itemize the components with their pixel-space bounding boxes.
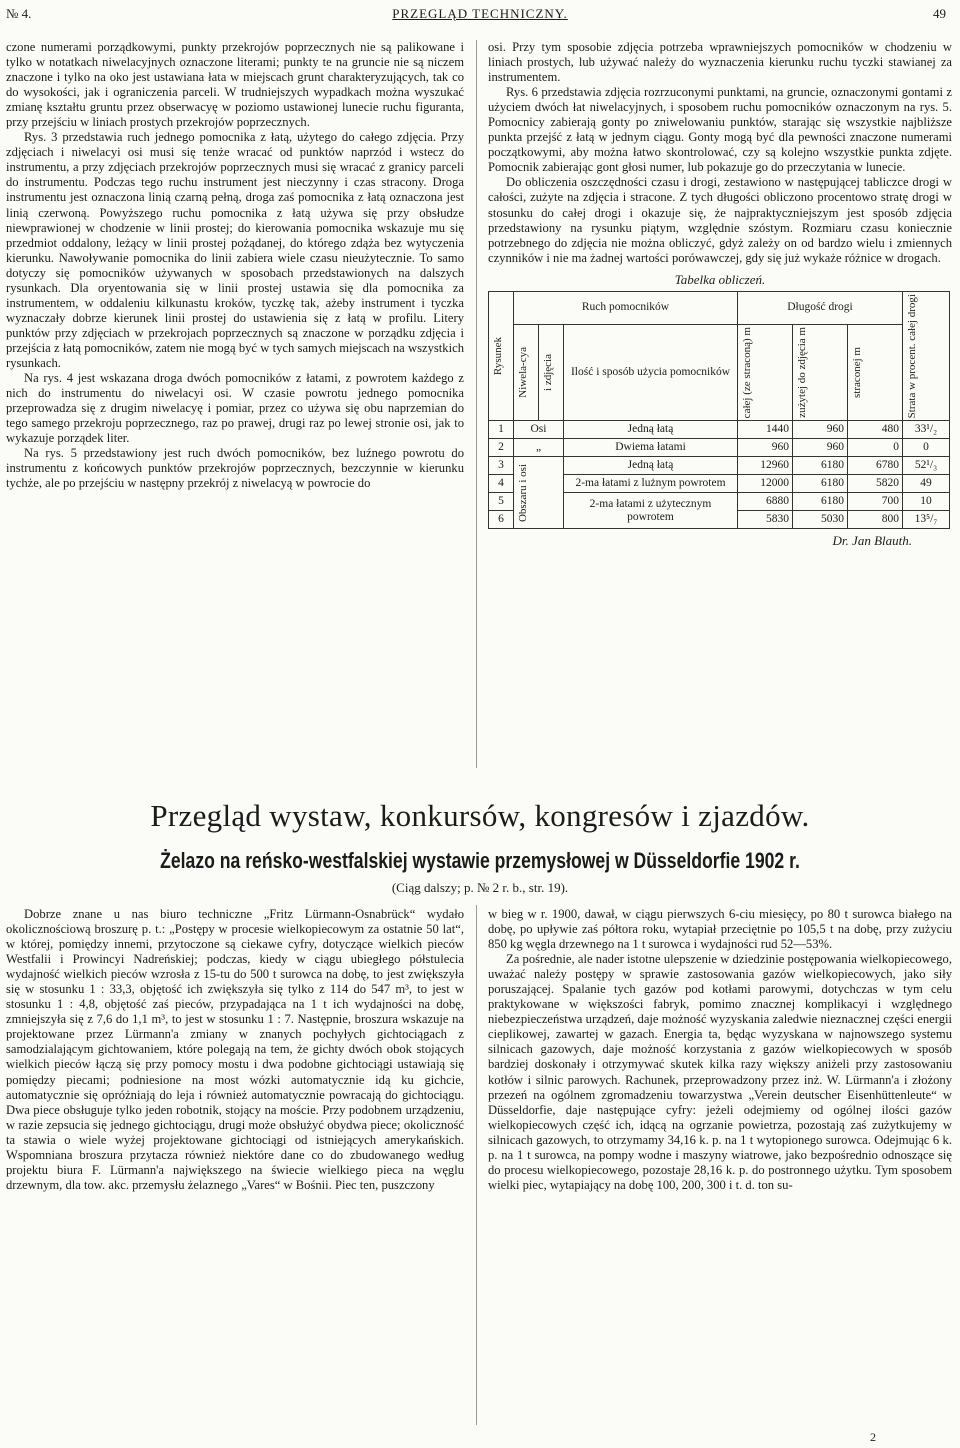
table-row: 1 Osi Jedną łatą 1440 960 480 33¹/₂: [489, 421, 950, 439]
table-caption: Tabelka obliczeń.: [674, 271, 766, 287]
column-divider: [476, 905, 477, 1425]
paragraph: czone numerami porządkowymi, punkty przekrojów poprzecznych nie są palikowane i tylko w notatkach niwelacyjnych oznaczone literami; punkty te na gruncie nie są niczem znaczone i tylko na oko jest ustawiana łata w miejscach grunt charakteryzujących, tak co do wysokości, jak i ograniczenia parceli. W trudniejszych wypadkach można wyszukać zmianę kształtu gruntu przez obserwacyę w poziomo ustawionej lunecie ruchu figuranta, przy przejściu w liniach prostych przekrojów poprzecznych.: [6, 40, 464, 130]
table-row: 4 2-ma łatami z lużnym powrotem 12000 6180 5820 49: [489, 475, 950, 493]
header-rysunek: Rysunek: [489, 291, 514, 420]
paragraph: Rys. 3 przedstawia ruch jednego pomocnika z łatą, użytego do całego zdjęcia. Przy zdjęciach i niwelacyi osi musi się tenże wracać od punktów naprzód i wstecz do instrumentu, a przy zdjęciach przekrojów poprzecznych musi się wracać z granicy parceli do instrumentu. Podczas tego ruchu instrument jest nieczynny i czas stracony. Droga instrumentu jest oznaczona linią czarną pełną, droga zaś pomocnika z łatą oznaczona jest linią czerwoną. Powyższego ruchu pomocnika z łatą używa się przy obsłudze niewprawionej w chodzenie w linii prostej; do kierowania pomocnika wskazuje mu się przedmiot oddalony, leżący w linii prostej pożądanej, do którego zdąża bez wytyczenia kierunku. Nawoływanie pomocnika do linii zabiera wiele czasu nieużytecznie. To samo dotyczy się pomocników używanych w sposobach przedstawionych na dalszych rysunkach. Dla oryentowania się w linii prostej ustawia się dla pomocnika za instrumentem, w oddaleniu kilkunastu kroków, tyczkę tak, ażeby instrument i tyczka wyznaczały dobrze kierunek linii prostej do ustawienia się z łatą w profilu. Litery punktów przy zdjęciach w przekrojach poprzecznych są znaczone w porządku zdjęcia i przejścia z łatą pomocników, zatem nie mogą być w tych samych miejscach na wszystkich rysunkach.: [6, 130, 464, 370]
page-header: [0, 4, 960, 24]
header-ilosc: Ilość i sposób użycia pomocników: [564, 324, 738, 420]
paragraph: Na rys. 4 jest wskazana droga dwóch pomocników z łatami, z powrotem każdego z nich do instrumentu do niwelacyi osi. W czasie powrotu jednego pomocnika przeprowadza się z drugim niwelacyę i pomiar, przez co używa się obu naprzemian do tego samego przekroju poprzecznego, raz po prawej, drugi raz po lewej stronie osi, jak to wykazuje porządek liter.: [6, 371, 464, 446]
signature-mark: 2: [870, 1430, 876, 1444]
paragraph: Dobrze znane u nas biuro techniczne „Fritz Lürmann-Osnabrück“ wydało okolicznościową broszurę p. t.: „Postępy w procesie wielkopiecowym za ostatnie 50 lat“, w której, pomiędzy innemi, przytoczone są ciekawe cyfry, dotyczące wielkich pieców Westfalii i Prowincyi Nadreńskiej; podczas, kiedy w ciągu ubiegłego półstulecia wydajność wielkich pieców wzrosła z 15-tu do 500 t surowca na dobę, to jest zwiększyła się w stosunku 1 : 33,3, objętość ich zwiększyła się tylko z 114 do 547 m³, to jest w stosunku 1 : 4,8, objętość zaś pieców, przypadająca na 1 t ich wydajności na dobę, zmniejszyła się z 7,6 do 1,1 m³, to jest w stosunku 1 : 7. Następnie, broszura wskazuje na projektowane przez Lürmann'a zmiany w znanych pochyłych gichtociągach z samodzialającym gichtowaniem, które polegają na tem, że gichty dwóch obok stojących wielkich pieców łączą się przy pomocy mostu i dwa podobne gichtociągi ustawiają się pomiędzy piecami; podniesione na most wózki automatycznie idą ku gichcie, automatycznie się opróżniają do leja i również automatycznie powracają do gichtociągu. Dwa piece obsługuje tylko jeden robotnik, stojący na moście. Przy podobnem urządzeniu, w razie zepsucia się jednego gichtociągu, drugi może obsłużyć obydwa piece; okoliczność ta stawia o wiele wyżej projektowane gichtociągi od istniejących amerykańskich. Wspomniana broszura przytacza również niektóre dane co do zbudowanego według projektu biura F. Lürmann'a największego na świecie wielkiego pieca na węglu drzewnym, dla tow. akc. przemysłu żelaznego „Vares“ w Bośnii. Piec ten, puszczony: [6, 907, 464, 1192]
header-zdjecia: i zdjęcia: [539, 324, 564, 420]
right-column-bottom: [488, 907, 952, 1193]
paragraph: w bieg w r. 1900, dawał, w ciągu pierwszych 6-ciu miesięcy, po 80 t surowca białego na dobę, po upływie zaś półtora roku, wytapiał przeciętnie po 105,5 t na dobę, przy zużyciu 850 kg węgla drzewnego na 1 t surowca i wydajności rud 52—53%.: [488, 907, 952, 952]
paragraph: Rys. 6 przedstawia zdjęcia rozrzuconymi punktami, na gruncie, oznaczonymi gontami z użyciem dwóch łat niwelacyjnych, i sposobem ruchu pomocników oznaczonym na rys. 5. Pomocnicy zabierają gonty po zniwelowaniu punktów, starając się wszystkie najbliższe punkta przejść z łatą w jednym ciągu. Gonty mogą być dla pewności znaczone numerami początkowymi, aby można łatwo skontrolować, czy są kolejno wszystkie punkta zdjęte. Pomocnik zabierając gont głosi numer, lub pokazuje go do przeczytania w lunecie.: [488, 85, 952, 175]
cell-osi: Osi: [514, 421, 564, 439]
paragraph: osi. Przy tym sposobie zdjęcia potrzeba wprawniejszych pomocników w chodzeniu w liniach prostych, lub używać należy do wyznaczenia kierunku ruchu tyczki stawianej za instrumentem.: [488, 40, 952, 85]
cell-obszaru: Obszaru i osi: [514, 457, 564, 529]
header-calej: całej (ze straconą) m: [738, 324, 793, 420]
page-number: 49: [933, 6, 946, 21]
journal-title: PRZEGLĄD TECHNICZNY.: [392, 6, 568, 21]
article-subtitle: (Ciąg dalszy; p. № 2 r. b., str. 19).: [391, 880, 569, 895]
issue-number: № 4.: [6, 6, 32, 21]
header-ruch: Ruch pomocników: [514, 291, 738, 324]
left-column-bottom: [6, 907, 464, 1193]
article-title: Żelazo na reńsko-westfalskiej wystawie przemysłowej w Düsseldorfie 1902 r.: [160, 848, 800, 873]
author-signature: Dr. Jan Blauth.: [832, 533, 912, 549]
paragraph: Za pośrednie, ale nader istotne ulepszenie w dziedzinie postępowania wielkopiecowego, uważać należy postępy w sprawie zastosowania gazów wielkopiecowych, jako siły poruszającej. Spalanie tych gazów pod kotłami parowymi, dotychczas w tym celu praktykowane w większości fabryk, pomimo znacznej komplikacyi i względnego niebezpieczeństwa urządzeń, daje możność wyzyskania zaledwie nieznacznej części energii cieplikowej, zawartej w gazach. Energia ta, będąc wyzyskana w najnowszego systemu silnicach gazowych, daje możność korzystania z gazów wielkopiecowych w sposób bardziej doskonały i otrzymywać skutek kilka razy większy aniżeli przy zastosowaniu kotłów i silnic parowych. Rachunek, przeprowadzony przez inż. W. Lürmann'a i złożony przezeń na ogólnem zgromadzeniu towarzystwa „Verein deutscher Eisenhüttenleute“ w Düsseldorfie, daje następujące cyfry: jeżeli odejmiemy od ogólnej ilości gazów wielkopiecowych część ich, idącą na ogrzanie powietrza, pozostają zaś zużytkujemy w silnicach gazowych, to otrzymamy 34,16 k. p. na 1 t wytopionego surowca. Odejmując 6 k. p. na 1 t surowca, na pompy wodne i maszyny wiatrowe, jako bezpośrednio odnoszące się do procesu wielkopiecowego, pozostaje 28,16 k. p. do postronnego użytku. Tym sposobem wielki piec, wytapiający na dobę 100, 200, 300 i t. d. ton su-: [488, 952, 952, 1192]
table-row: 6 5830 5030 800 13⁵/₇: [489, 511, 950, 529]
paragraph: Do obliczenia oszczędności czasu i drogi, zestawiono w następującej tabliczce drogi w całości, zużyte na zdjęcia i stracone. Z tych długości obliczono procentowo stratę drogi w stosunku do całej drogi i okazuje się, że najpraktyczniejszym jest sposób zdjęcia przedstawiony na rysunku piątym, względnie szóstym. Rozmiaru czasu koniecznie potrzebnego do zdjęcia nie można obliczyć, gdyż zależy on od bardzo wielu i zmiennych czynników i nie ma żadnej wartości porówawczej, gdy się już wykaże różnice w drogach.: [488, 175, 952, 265]
table-row: 5 2-ma łatami z użytecznym powrotem 6880 6180 700 10: [489, 493, 950, 511]
header-zuzytej: zużytej do zdjęcia m: [793, 324, 848, 420]
header-dlugosc: Długość drogi: [738, 291, 903, 324]
right-column-top: [488, 40, 952, 548]
column-divider: [476, 40, 477, 768]
paragraph: Na rys. 5 przedstawiony jest ruch dwóch pomocników, bez luźnego powrotu do instrumentu z końcowych punktów przekrojów poprzecznych, bezczynnie w kierunku tychże, ale po przejściu w następny przekrój z niwelacyą w powrocie do: [6, 446, 464, 491]
left-column-top: [6, 40, 464, 491]
table-row: 3 Obszaru i osi Jedną łatą 12960 6180 6780 52¹/₃: [489, 457, 950, 475]
header-niwelacya: Niwela-cya: [514, 324, 539, 420]
header-strata: Strata w procent. całej drogi: [903, 291, 950, 420]
header-straconej: straconej m: [848, 324, 903, 420]
table-row: 2 „ Dwiema łatami 960 960 0 0: [489, 439, 950, 457]
section-title: Przegląd wystaw, konkursów, kongresów i zjazdów.: [150, 798, 810, 833]
calculation-table: [488, 291, 950, 529]
